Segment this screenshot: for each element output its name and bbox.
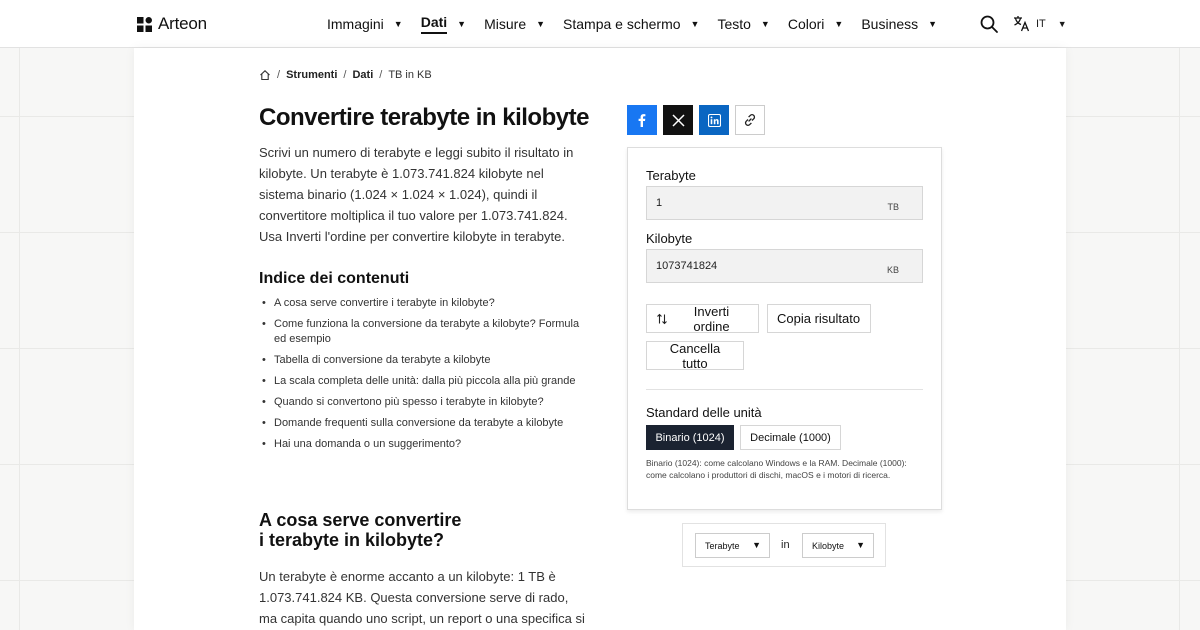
breadcrumb-current: TB in KB — [388, 69, 432, 81]
to-unit-value: Kilobyte — [812, 540, 845, 551]
nav-label: Business — [861, 16, 919, 32]
translate-icon — [1013, 15, 1030, 32]
nav-item-misure[interactable] — [484, 0, 545, 48]
swap-order-label: Inverti ordine — [693, 303, 730, 334]
toc-item[interactable]: • Come funziona la conversione da terabyte a kilobyte? Formula ed esempio — [259, 317, 589, 347]
kilobyte-unit: KB — [886, 265, 899, 275]
brand-name: Arteon — [158, 14, 207, 33]
section-title-line: A cosa serve convertire — [259, 510, 462, 530]
chevron-down-icon: ▼ — [690, 19, 700, 29]
clear-all-button[interactable] — [646, 341, 744, 370]
terabyte-field — [646, 186, 923, 220]
terabyte-unit: TB — [887, 202, 899, 212]
unit-standard-label: Standard delle unità — [646, 405, 762, 420]
brand-logo[interactable] — [137, 14, 207, 34]
nav-item-immagini[interactable] — [327, 0, 403, 48]
nav-label: Colori — [787, 16, 825, 32]
section-title — [259, 510, 461, 550]
breadcrumb-separator: / — [343, 69, 347, 81]
nav-item-business[interactable] — [861, 0, 937, 48]
logo-mark-icon — [137, 17, 152, 32]
share-facebook-button[interactable] — [627, 105, 657, 135]
kilobyte-field — [646, 249, 923, 283]
breadcrumb-link-strumenti[interactable]: Strumenti — [286, 69, 338, 81]
language-code: IT — [1036, 17, 1046, 30]
chevron-down-icon: ▼ — [536, 19, 546, 29]
unit-pair-selector — [682, 523, 886, 567]
toc-item[interactable]: • Hai una domanda o un suggerimento? — [259, 437, 589, 452]
toc-title: Indice dei contenuti — [259, 270, 410, 287]
kilobyte-input[interactable] — [647, 250, 867, 282]
chevron-down-icon: ▼ — [834, 19, 844, 29]
toc-item[interactable]: • Quando si convertono più spesso i terabyte in kilobyte? — [259, 395, 589, 410]
decimal-standard-button[interactable]: Decimale (1000) — [740, 425, 841, 450]
chevron-down-icon: ▼ — [1057, 18, 1067, 29]
share-linkedin-button[interactable] — [699, 105, 729, 135]
swap-icon — [656, 313, 668, 325]
copy-link-button[interactable] — [735, 105, 765, 135]
chevron-down-icon: ▼ — [856, 540, 865, 550]
unit-standard-note: Binario (1024): come calcolano Windows e la RAM. Decimale (1000): come calcolano i produttori di dischi, macOS e i motori di ricerca. — [646, 458, 907, 480]
swap-order-button[interactable] — [646, 304, 759, 333]
breadcrumb-link-dati[interactable]: Dati — [352, 69, 374, 81]
nav-label: Dati — [421, 14, 447, 34]
section-title-line: i terabyte in kilobyte? — [259, 530, 445, 550]
nav-item-colori[interactable] — [788, 0, 844, 48]
facebook-icon — [635, 113, 649, 127]
chevron-down-icon: ▼ — [457, 19, 467, 29]
from-unit-select[interactable] — [695, 533, 770, 558]
nav-item-testo[interactable] — [717, 0, 769, 48]
x-icon — [672, 114, 685, 127]
from-unit-value: Terabyte — [705, 540, 740, 551]
nav-label: Testo — [717, 16, 751, 32]
chevron-down-icon: ▼ — [928, 19, 938, 29]
main-nav — [327, 0, 955, 48]
toc-item[interactable]: • Tabella di conversione da terabyte a kilobyte — [259, 353, 589, 368]
nav-label: Stampa e schermo — [563, 16, 681, 32]
terabyte-input[interactable] — [647, 187, 867, 219]
table-of-contents — [259, 296, 589, 458]
nav-label: Misure — [484, 16, 527, 32]
page-title: Convertire terabyte in kilobyte — [259, 104, 589, 131]
chevron-down-icon: ▼ — [752, 540, 761, 550]
breadcrumb-separator: / — [277, 69, 281, 81]
home-icon[interactable] — [259, 69, 271, 81]
binary-standard-button[interactable]: Binario (1024) — [646, 425, 734, 450]
breadcrumb-separator: / — [379, 69, 383, 81]
toc-item[interactable]: • Domande frequenti sulla conversione da terabyte a kilobyte — [259, 416, 589, 431]
terabyte-label: Terabyte — [646, 168, 696, 183]
copy-result-label: Copia risultato — [777, 311, 861, 326]
nav-item-dati[interactable] — [421, 0, 466, 48]
toc-item[interactable]: • La scala completa delle unità: dalla più piccola alla più grande — [259, 374, 589, 389]
main-content — [134, 48, 1066, 630]
nav-label: Immagini — [327, 16, 384, 32]
divider — [646, 389, 923, 390]
share-buttons — [627, 105, 765, 135]
site-header — [0, 0, 1200, 48]
linkedin-icon — [708, 114, 721, 127]
unit-connector: in — [781, 539, 790, 551]
breadcrumb — [259, 69, 432, 81]
converter-card — [627, 147, 942, 510]
intro-text: Scrivi un numero di terabyte e leggi subito il risultato in kilobyte. Un terabyte è 1.073.741.824 kilobyte nel sistema binario (1.024 × 1.024 × 1.024), quindi il convertitore moltiplica il tuo valore per 1.073.741.824. Usa Inverti l'ordine per convertire kilobyte in terabyte. — [259, 145, 574, 244]
share-x-button[interactable] — [663, 105, 693, 135]
kilobyte-label: Kilobyte — [646, 231, 693, 246]
to-unit-select[interactable] — [802, 533, 874, 558]
chevron-down-icon: ▼ — [760, 19, 770, 29]
search-icon[interactable] — [979, 14, 999, 34]
clear-all-label: Cancella tutto — [669, 340, 721, 371]
toc-item[interactable]: • A cosa serve convertire i terabyte in kilobyte? — [259, 296, 589, 311]
section-text: Un terabyte è enorme accanto a un kilobyte: 1 TB è 1.073.741.824 KB. Questa conversione serve di rado, ma capita quando uno script, un report o una specifica si — [259, 569, 585, 626]
link-icon — [743, 113, 757, 127]
chevron-down-icon: ▼ — [393, 19, 403, 29]
language-selector[interactable] — [1013, 15, 1067, 32]
copy-result-button[interactable] — [767, 304, 871, 333]
nav-item-stampa[interactable] — [563, 0, 699, 48]
